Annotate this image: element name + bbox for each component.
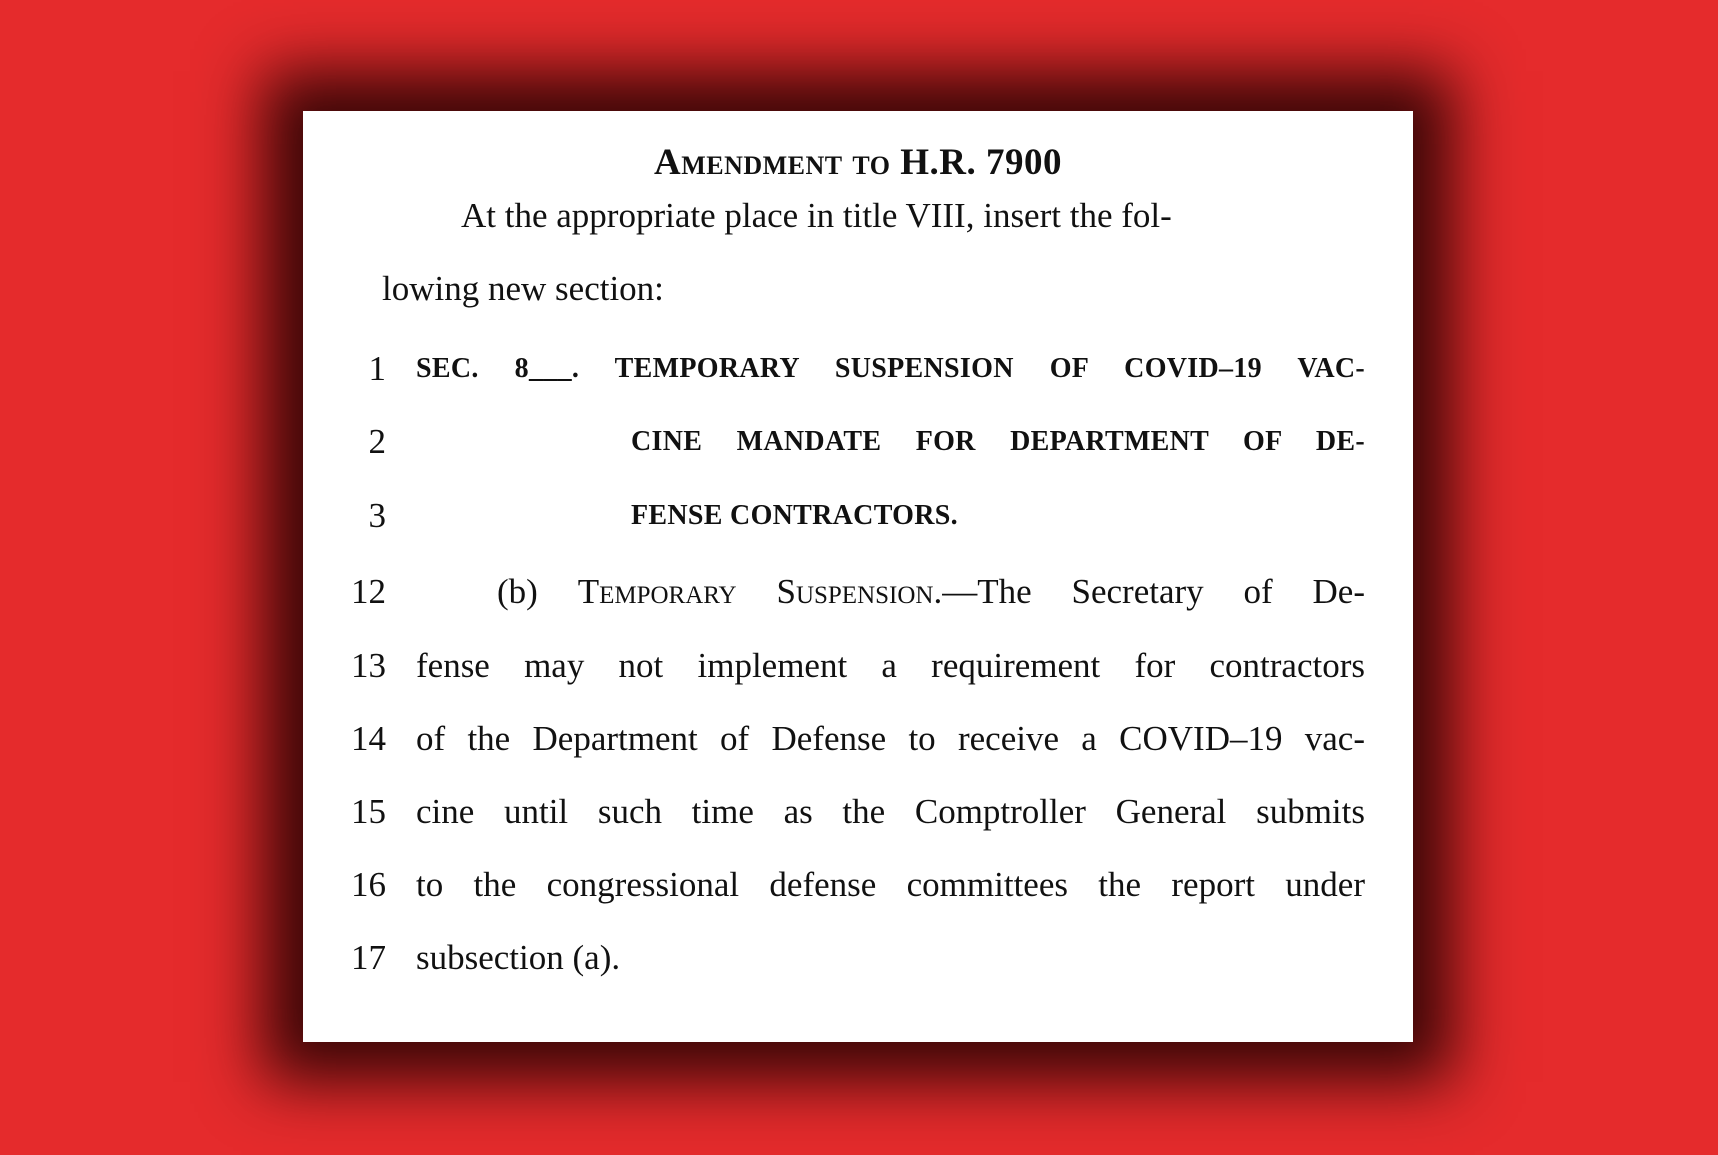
line-number: 14 — [351, 719, 386, 758]
line-number: 2 — [368, 422, 386, 461]
preamble-line-2: lowing new section: — [382, 269, 664, 308]
line-number: 12 — [351, 572, 386, 611]
body-line-14 — [303, 714, 1413, 764]
body-text: subsection (a). — [416, 938, 621, 977]
heading-line-3 — [303, 491, 1413, 541]
line-number: 15 — [351, 792, 386, 831]
body-line-16 — [303, 860, 1413, 910]
section-heading-text: CINE MANDATE FOR DEPARTMENT OF DE- — [631, 426, 1365, 457]
subsection-b-rest: —The Secretary of De- — [942, 572, 1365, 611]
subsection-b-line — [303, 567, 1413, 617]
preamble-line-1: At the appropriate place in title VIII, insert the fol- — [461, 196, 1172, 235]
section-heading-text: SEC. 8___. TEMPORARY SUSPENSION OF COVID–19 VAC- — [416, 353, 1365, 384]
subsection-b-text — [497, 567, 1365, 617]
body-text: fense may not implement a requirement for contractors — [416, 646, 1365, 685]
heading-line-2 — [303, 417, 1413, 467]
body-text: cine until such time as the Comptroller General submits — [416, 792, 1365, 831]
document-page — [303, 111, 1413, 1042]
line-number: 13 — [351, 646, 386, 685]
subsection-b-prefix: (b) — [497, 572, 578, 611]
body-line-13 — [303, 641, 1413, 691]
heading-line-1 — [303, 344, 1413, 394]
line-number: 16 — [351, 865, 386, 904]
line-number: 3 — [368, 496, 386, 535]
section-heading-text: FENSE CONTRACTORS. — [631, 500, 958, 531]
document-title: Amendment to H.R. 7900 — [653, 142, 1062, 183]
body-line-17 — [303, 933, 1413, 983]
body-line-15 — [303, 787, 1413, 837]
line-number: 1 — [368, 349, 386, 388]
line-number: 17 — [351, 938, 386, 977]
subsection-b-heading: Temporary Suspension. — [577, 572, 943, 611]
body-text: of the Department of Defense to receive a COVID–19 vac- — [416, 719, 1365, 758]
body-text: to the congressional defense committees the report under — [416, 865, 1365, 904]
